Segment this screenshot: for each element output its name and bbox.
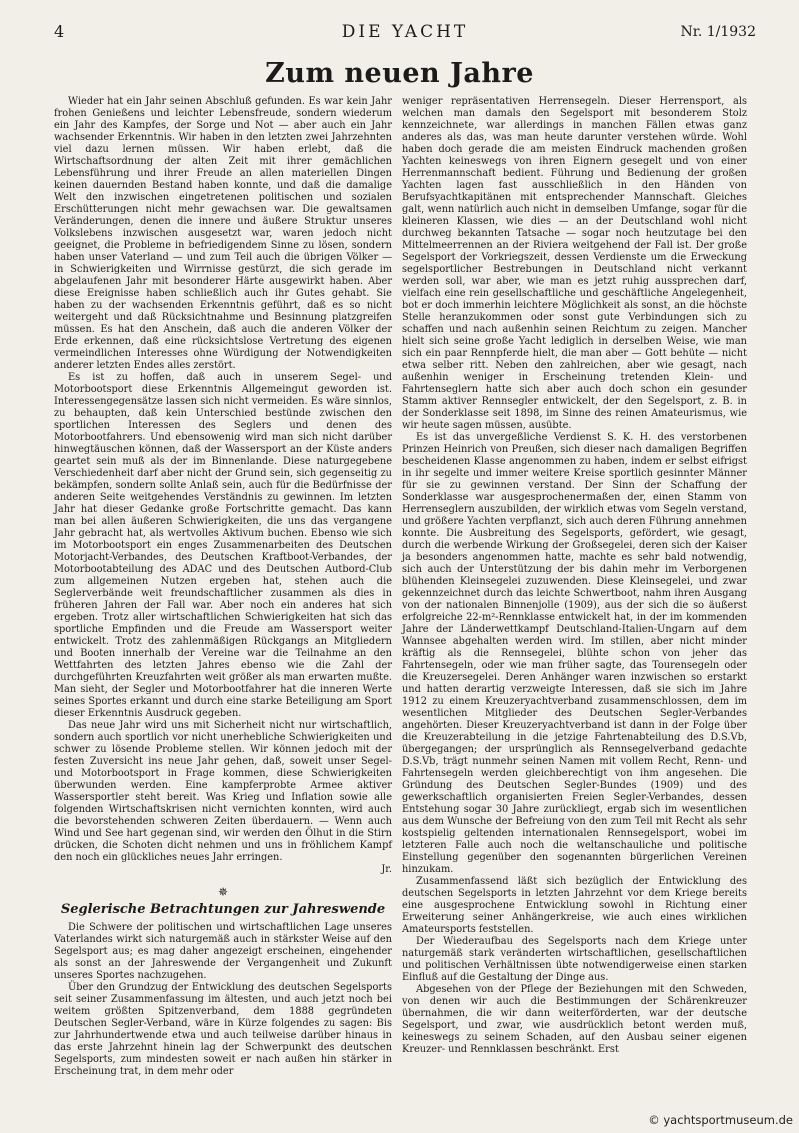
- right-column: [402, 96, 747, 1056]
- paragraph: Das neue Jahr wird uns mit Sicherheit nicht nur wirtschaftlich, sondern auch sportlich vor nicht unerhebliche Schwierigkeiten und schwer zu lösende Probleme stellen. Wir können jedoch mit der festen Zuversicht ins neue Jahr gehen, daß, soweit unser Segel- und Motorbootsport in Frage kommen, diese Schwierigkeiten überwunden werden. Eine kampferprobte Armee aktiver Wassersportler steht bereit. Was Krieg und Inflation sowie alle folgenden Wirtschaftskrisen nicht vernichten konnten, wird auch die bevorstehenden schweren Zeiten überdauern. — Wenn auch Wind und See hart gegenan sind, wir werden den Ölhut in die Stirn drücken, die Schoten dicht nehmen und uns in fröhlichem Kampf den noch ein glückliches neues Jahr erringen.: [54, 720, 392, 863]
- watermark: © yachtsportmuseum.de: [648, 1113, 793, 1127]
- page-header: [54, 22, 756, 44]
- issue-number: Nr. 1/1932: [680, 24, 756, 40]
- paragraph: Über den Grundzug der Entwicklung des deutschen Segelsports seit seiner Zusammenfassung im ältesten, und auch jetzt noch bei weitem größten Spitzenverband, dem 1888 gegründeten Deutschen Segler-Verband, wäre in Kürze folgendes zu sagen: Bis zur Jahrhundertwende etwa und auch teilweise darüber hinaus in das erste Jahrzehnt hinein lag der Schwerpunkt des deutschen Segelsports, zum mindesten soweit er nach außen hin stärker in Erscheinung trat, in dem mehr oder: [54, 982, 392, 1077]
- paragraph: Der Wiederaufbau des Segelsports nach dem Kriege unter naturgemäß stark veränderten wirtschaftlichen, gesellschaftlichen und politischen Verhältnissen übte notwendigerweise einen starken Einfluß auf die Gestaltung der Dinge aus.: [402, 936, 747, 983]
- article-title: Zum neuen Jahre: [265, 58, 534, 89]
- left-column: [54, 96, 392, 1078]
- section-separator-icon: ✵: [217, 885, 229, 899]
- paragraph: Es ist das unvergeßliche Verdienst S. K. H. des verstorbenen Prinzen Heinrich von Preußen, sich dieser nach damaligen Begriffen bescheidenen Klasse angenommen zu haben, indem er selbst eifrigst in ihr segelte und immer weitere Kreise sportlich gesinnter Männer für sie zu gewinnen verstand. Der Sinn der Schaffung der Sonderklasse war ausgesprochenermaßen der, einen Stamm von Herrenseglern auszubilden, der wirklich etwas vom Segeln verstand, und größere Yachten verpflanzt, sich auch deren Führung annehmen konnte. Die Ausbreitung des Segelsports, gefördert, wie gesagt, durch die werbende Wirkung der Großsegelei, deren sich der Kaiser ja besonders angenommen hatte, machte es sehr bald notwendig, sich auch der Unterstützung der bis dahin mehr im Verborgenen blühenden Kleinsegelei zuzuwenden. Diese Kleinsegelei, und zwar gekennzeichnet durch das leichte Schwertboot, nahm ihren Ausgang von der nationalen Binnenjolle (1909), aus der sich die so äußerst erfolgreiche 22-m²-Rennklasse entwickelt hat, in der im kommenden Jahre der Länderwettkampf Deutschland-Italien-Ungarn auf dem Wannsee abgehalten werden wird. Im stillen, aber nicht minder kräftig als die Rennsegelei, blühte schon von jeher das Fahrtensegeln, oder wie man früher sagte, das Tourensegeln oder die Kreuzersegelei. Deren Anhänger waren inzwischen so erstarkt und hatten derartig verzweigte Interessen, daß sie sich im Jahre 1912 zu einem Kreuzeryachtverband zusammenschlossen, dem im wesentlichen Mitglieder des Deutschen Segler-Verbandes angehörten. Dieser Kreuzeryachtverband ist dann in der Folge über die Kreuzerabteilung in die jetzige Fahrtenabteilung des D.S.Vb, übergegangen; der ursprünglich als Rennsegelverband gedachte D.S.Vb, trägt nunmehr seinen Namen mit vollem Recht, Renn- und Fahrtensegeln werden gleichberechtigt von ihm angesehen. Die Gründung des Deutschen Segler-Bundes (1909) und des gewerkschaftlich organisierten Freien Segler-Verbandes, dessen Entstehung sogar 30 Jahre zurückliegt, ergab sich im wesentlichen aus dem Wunsche der Befreiung von den zum Teil mit Recht als sehr kostspielig geltenden internationalen Rennsegelsport, wobei im letzteren Falle auch noch die weltanschauliche und politische Einstellung gegenüber den sogenannten bürgerlichen Vereinen hinzukam.: [402, 432, 747, 875]
- section-heading: Seglerische Betrachtungen zur Jahreswende: [60, 902, 386, 917]
- paragraph: weniger repräsentativen Herrensegeln. Dieser Herrensport, als welchen man damals den Segelsport mit besonderem Stolz kennzeichnete, war allerdings in manchen Fällen etwas ganz anderes als das, was man heute darunter verstehen würde. Wohl haben doch gerade die am meisten Eindruck machenden großen Yachten keineswegs von ihren Eignern gesegelt und von einer Herrenmannschaft bedient. Führung und Bedienung der großen Yachten lagen fast ausschließlich in den Händen von Berufsyachtkapitänen mit entsprechender Mannschaft. Gleiches galt, wenn natürlich auch nicht in demselben Umfange, sogar für die kleineren Klassen, wie dies — an der Deutschland wohl nicht durchweg bekannten Tatsache — sogar noch heutzutage bei den Mittelmeerrennen an der Riviera weitgehend der Fall ist. Der große Segelsport der Vorkriegszeit, dessen Verdienste um die Erweckung segelsportlicher Bestrebungen in Deutschland nicht verkannt werden soll, war aber, wie man es jetzt ruhig aussprechen darf, vielfach eine rein gesellschaftliche und geschäftliche Angelegenheit, bot er doch immerhin leichtere Möglichkeit als sonst, an die höchste Stelle heranzukommen oder sonst gute Verbindungen sich zu schaffen und nach außenhin seinen Reichtum zu zeigen. Mancher hielt sich seine große Yacht lediglich in derselben Weise, wie man sich ein paar Rennpferde hielt, die man aber — Gott behüte — nicht etwa selber ritt. Neben den zahlreichen, aber wie gesagt, nach außenhin weniger in Erscheinung tretenden Klein- und Fahrtenseglern hatte sich aber auch doch schon ein gesunder Stamm aktiver Rennsegler entwickelt, der den Segelsport, z. B. in der Sonderklasse seit 1898, im Sinne des reinen Amateurismus, wie wir heute sagen müssen, ausübte.: [402, 96, 747, 431]
- journal-title: DIE YACHT: [341, 22, 469, 42]
- page-number: 4: [54, 22, 65, 41]
- paragraph: Wieder hat ein Jahr seinen Abschluß gefunden. Es war kein Jahr frohen Genießens und leichter Lebensfreude, sondern wiederum ein Jahr des Kampfes, der Sorge und Not — aber auch ein Jahr wachsender Erkenntnis. Wir haben in den letzten zwei Jahrzehnten viel dazu lernen müssen. Wir haben erlebt, daß die Wirtschaftsordnung der alten Zeit mit ihrer gemächlichen Lebensführung und ihrer Freude an allen materiellen Dingen keinen dauernden Bestand haben konnte, und daß die damalige Welt den inzwischen eingetretenen politischen und sozialen Erschütterungen nicht mehr gewachsen war. Die gewaltsamen Veränderungen, denen die innere und äußere Struktur unseres Volkslebens inzwischen ausgesetzt war, waren jedoch nicht geeignet, die Probleme in befriedigendem Sinne zu lösen, sondern haben unser Vaterland — und zum Teil auch die übrigen Völker — in Schwierigkeiten und Wirrnisse gestürzt, die sich gerade im abgelaufenen Jahr mit besonderer Härte ausgewirkt haben. Aber diese Ereignisse haben schließlich auch ihr Gutes gehabt. Sie haben zu der wachsenden Erkenntnis geführt, daß es so nicht weitergeht und daß Rücksichtnahme und Besinnung platzgreifen müssen. Es hat den Anschein, daß auch die anderen Völker der Erde erkennen, daß eine rücksichtslose Vertretung des eigenen vermeindlichen Interesses ohne Würdigung der Notwendigkeiten anderer letzten Endes alles zerstört.: [54, 96, 392, 371]
- paragraph: Die Schwere der politischen und wirtschaftlichen Lage unseres Vaterlandes wirkt sich naturgemäß auch in stärkster Weise auf den Segelsport aus; es mag daher angezeigt erscheinen, eingehender als sonst an der Jahreswende der Vergangenheit und Zukunft unseres Sportes nachzugehen.: [54, 922, 392, 981]
- author-signature: Jr.: [381, 864, 392, 875]
- paragraph: Abgesehen von der Pflege der Beziehungen mit den Schweden, von denen wir auch die Bestimmungen der Schärenkreuzer übernahmen, die wir dann weiterförderten, war der deutsche Segelsport, und zwar, wie ausdrücklich betont werden muß, keineswegs zu seinem Schaden, auf den Ausbau seiner eigenen Kreuzer- und Rennklassen beschränkt. Erst: [402, 984, 747, 1055]
- paragraph: Zusammenfassend läßt sich bezüglich der Entwicklung des deutschen Segelsports in letzten Jahrzehnt vor dem Kriege bereits eine ausgesprochene Entwicklung sowohl in Richtung einer Erweiterung seiner Anhängerkreise, wie auch eines wirklichen Amateursports feststellen.: [402, 876, 747, 935]
- paragraph: Es ist zu hoffen, daß auch in unserem Segel- und Motorbootsport diese Erkenntnis Allgemeingut geworden ist. Interessengegensätze lassen sich nicht vermeiden. Es wäre sinnlos, zu behaupten, daß kein Unterschied bestünde zwischen den sportlichen Interessen des Seglers und denen des Motorbootfahrers. Und ebensowenig wird man sich nicht darüber hinwegtäuschen können, daß der Wassersport an der Küste anders geartet sein muß als der im Binnenlande. Diese naturgegebene Verschiedenheit darf aber nicht der Grund sein, sich gegenseitig zu bekämpfen, sondern sollte Anlaß sein, auch für die Bedürfnisse der anderen Seite weitgehendes Verständnis zu gewinnen. Im letzten Jahr hat dieser Gedanke große Fortschritte gemacht. Das kann man bei allen äußeren Schwierigkeiten, die uns das vergangene Jahr gebracht hat, als wertvolles Aktivum buchen. Ebenso wie sich im Motorbootsport ein enges Zusammenarbeiten des Deutschen Motorjacht-Verbandes, des Deutschen Kraftboot-Verbandes, der Motorbootabteilung des ADAC und des Deutschen Autbord-Club zum allgemeinen Nutzen ergeben hat, stehen auch die Seglerverbände weit freundschaftlicher zusammen als dies in früheren Jahren der Fall war. Aber noch ein anderes hat sich ergeben. Trotz aller wirtschaftlichen Schwierigkeiten hat sich das sportliche Empfinden und die Freude am Wassersport weiter entwickelt. Trotz des zahlenmäßigen Rückgangs an Mitgliedern und Booten innerhalb der Vereine war die Teilnahme an den Wettfahrten des letzten Jahres ebenso wie die Zahl der durchgeführten Kreuzfahrten weit größer als man erwarten mußte. Man sieht, der Segler und Motorbootfahrer hat die inneren Werte seines Sportes erkannt und durch eine starke Beteiligung am Sport dieser Erkenntnis Ausdruck gegeben.: [54, 372, 392, 719]
